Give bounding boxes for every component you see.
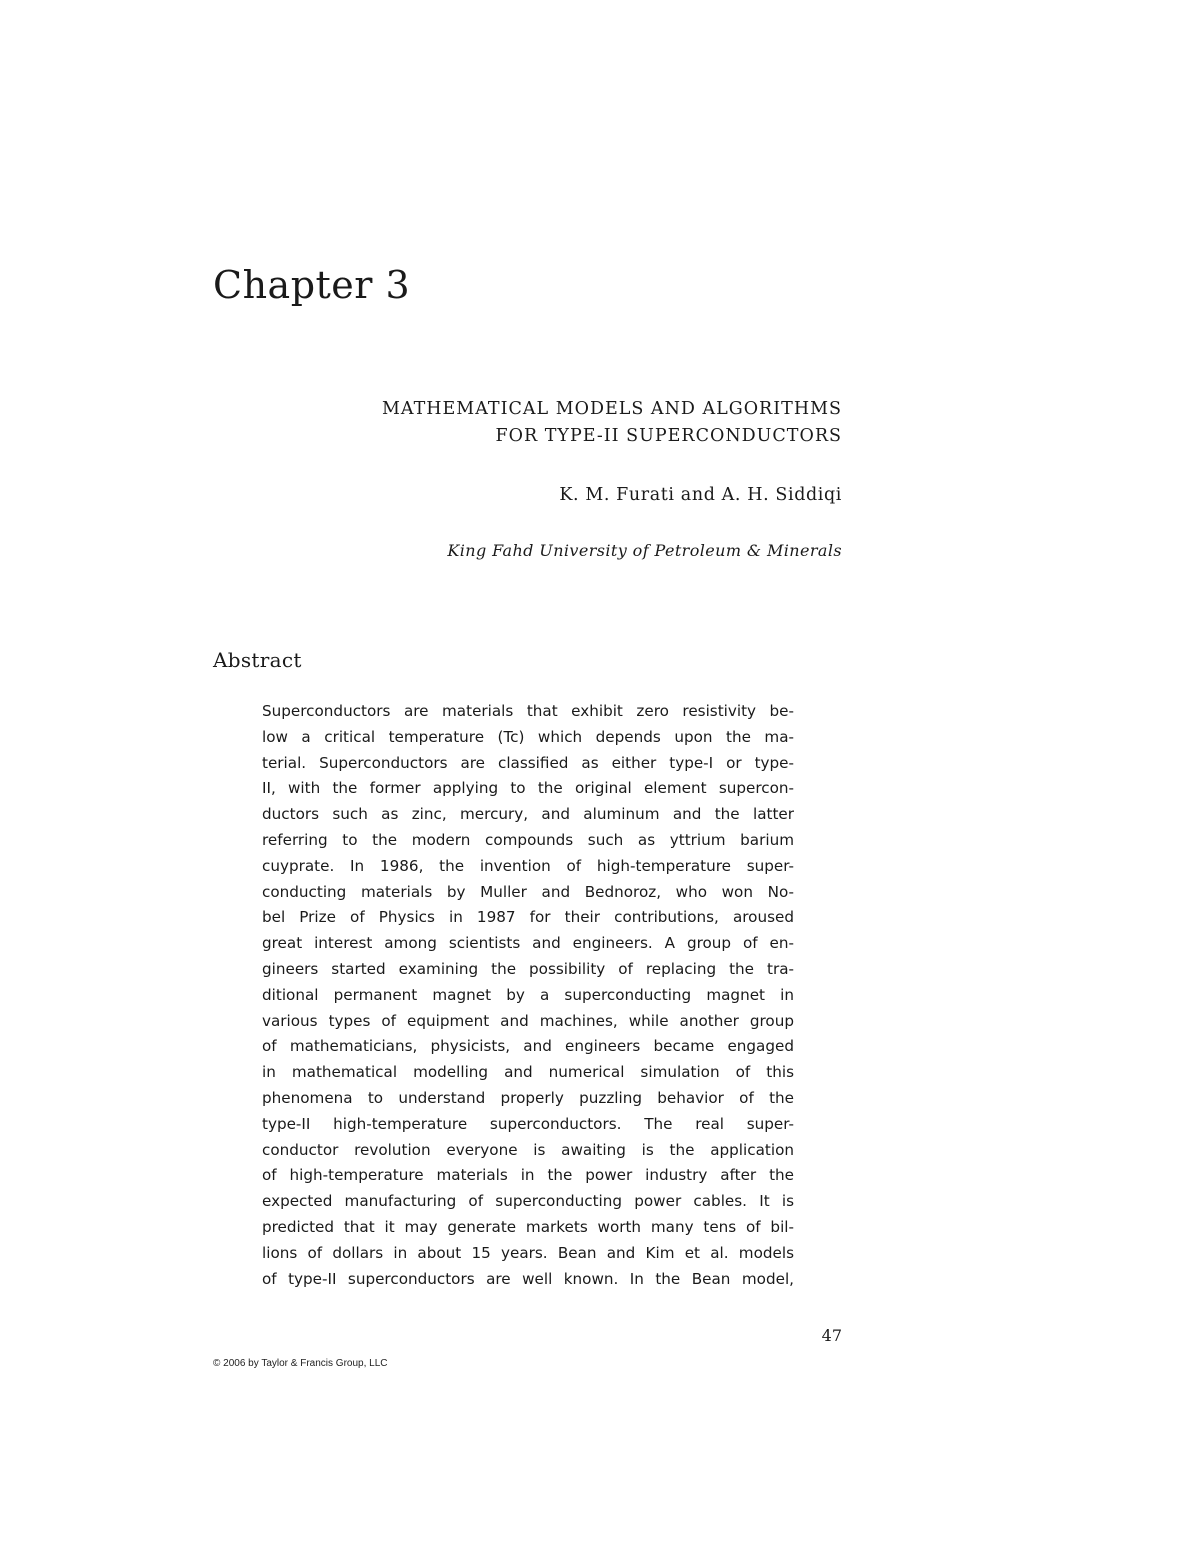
copyright-notice: © 2006 by Taylor & Francis Group, LLC [213, 1358, 388, 1369]
abstract-line: low a critical temperature (Tc) which depends upon the ma- [262, 727, 794, 746]
abstract-line: gineers started examining the possibility of replacing the tra- [262, 959, 794, 978]
abstract-line: Superconductors are materials that exhibit zero resistivity be- [262, 702, 794, 720]
abstract-body [262, 699, 794, 1292]
abstract-line: predicted that it may generate markets worth many tens of bil- [262, 1217, 794, 1236]
abstract-line: of high-temperature materials in the power industry after the [262, 1166, 794, 1185]
page-number: 47 [821, 1326, 842, 1345]
chapter-title [382, 396, 842, 450]
chapter-title-line-2: FOR TYPE-II SUPERCONDUCTORS [495, 426, 842, 446]
abstract-line: bel Prize of Physics in 1987 for their contributions, aroused [262, 908, 794, 927]
abstract-line: various types of equipment and machines, while another group [262, 1011, 794, 1030]
abstract-line: cuyprate. In 1986, the invention of high-temperature super- [262, 856, 794, 875]
abstract-line: lions of dollars in about 15 years. Bean and Kim et al. models [262, 1243, 794, 1262]
abstract-line: expected manufacturing of superconducting power cables. It is [262, 1192, 794, 1211]
chapter-title-line-1: MATHEMATICAL MODELS AND ALGORITHMS [381, 399, 842, 419]
chapter-heading: Chapter 3 [213, 263, 411, 307]
affiliation: King Fahd University of Petroleum & Minerals [447, 541, 842, 560]
abstract-line: conducting materials by Muller and Bednoroz, who won No- [262, 882, 794, 901]
abstract-line: conductor revolution everyone is awaiting is the application [262, 1140, 794, 1159]
abstract-line: II, with the former applying to the original element supercon- [262, 779, 794, 798]
abstract-line: of mathematicians, physicists, and engineers became engaged [262, 1037, 794, 1056]
abstract-line: phenomena to understand properly puzzling behavior of the [262, 1088, 794, 1107]
abstract-line: terial. Superconductors are classified as either type-I or type- [262, 753, 794, 772]
abstract-line: of type-II superconductors are well known. In the Bean model, [262, 1269, 794, 1288]
abstract-heading: Abstract [213, 648, 302, 672]
abstract-line: ductors such as zinc, mercury, and aluminum and the latter [262, 805, 794, 824]
abstract-line: ditional permanent magnet by a superconducting magnet in [262, 985, 794, 1004]
abstract-line: great interest among scientists and engineers. A group of en- [262, 934, 794, 953]
abstract-line: in mathematical modelling and numerical simulation of this [262, 1063, 794, 1082]
abstract-line: type-II high-temperature superconductors. The real super- [262, 1114, 794, 1133]
authors: K. M. Furati and A. H. Siddiqi [559, 485, 842, 505]
abstract-line: referring to the modern compounds such as yttrium barium [262, 830, 794, 849]
